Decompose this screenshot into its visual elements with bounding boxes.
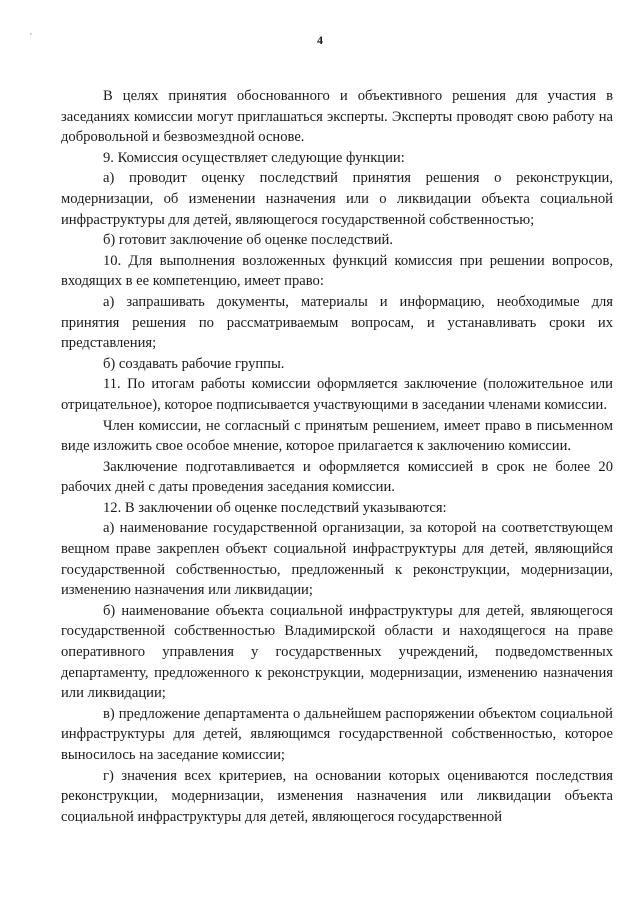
paragraph: в) предложение департамента о дальнейшем распоряжении объектом социальной инфраструктуры для детей, являющимся государственной собственностью, которое выносилось на заседание комиссии; — [61, 705, 613, 763]
paragraph: 9. Комиссия осуществляет следующие функции: — [103, 149, 405, 166]
paragraph: б) создавать рабочие группы. — [103, 355, 285, 372]
paragraph: а) наименование государственной организации, за которой на соответствующем вещном праве закреплен объект социальной инфраструктуры для детей, являющийся государственной собственностью, предложенный к реконструкции, модернизации, изменению назначения или ликвидации; — [61, 520, 613, 599]
scan-mark: ' — [30, 32, 32, 43]
page-number: 4 — [317, 33, 323, 47]
paragraph: г) значения всех критериев, на основании которых оцениваются последствия реконструкции, модернизации, изменения назначения или ликвидации объекта социальной инфраструктуры для детей, являющегося государственной — [61, 767, 613, 825]
paragraph: б) наименование объекта социальной инфраструктуры для детей, являющегося государственной собственностью Владимирской области и находящегося на праве оперативного управления у государственных учреждений, подведомственных департаменту, предложенного к реконструкции, модернизации, изменению назначения или ликвидации; — [61, 602, 613, 702]
paragraph: Член комиссии, не согласный с принятым решением, имеет право в письменном виде изложить свое особое мнение, которое прилагается к заключению комиссии. — [61, 417, 613, 455]
paragraph: а) запрашивать документы, материалы и информацию, необходимые для принятия решения по рассматриваемым вопросам, и устанавливать сроки их представления; — [61, 293, 613, 352]
paragraph: В целях принятия обоснованного и объективного решения для участия в заседаниях комиссии могут приглашаться эксперты. Эксперты проводят свою работу на добровольной и безвозмездной основе. — [61, 88, 613, 146]
paragraph: б) готовит заключение об оценке последствий. — [103, 232, 393, 249]
paragraph: 10. Для выполнения возложенных функций комиссия при решении вопросов, входящих в ее компетенцию, имеет право: — [61, 252, 613, 290]
paragraph: 11. По итогам работы комиссии оформляется заключение (положительное или отрицательное), которое подписывается участвующими в заседании членами комиссии. — [61, 376, 613, 413]
paragraph: 12. В заключении об оценке последствий указываются: — [103, 499, 447, 516]
document-body — [61, 86, 613, 827]
paragraph: Заключение подготавливается и оформляется комиссией в срок не более 20 рабочих дней с даты проведения заседания комиссии. — [61, 458, 613, 496]
paragraph: а) проводит оценку последствий принятия решения о реконструкции, модернизации, об изменении назначения или о ликвидации объекта социальной инфраструктуры для детей, являющегося государственной собственностью; — [61, 170, 613, 228]
